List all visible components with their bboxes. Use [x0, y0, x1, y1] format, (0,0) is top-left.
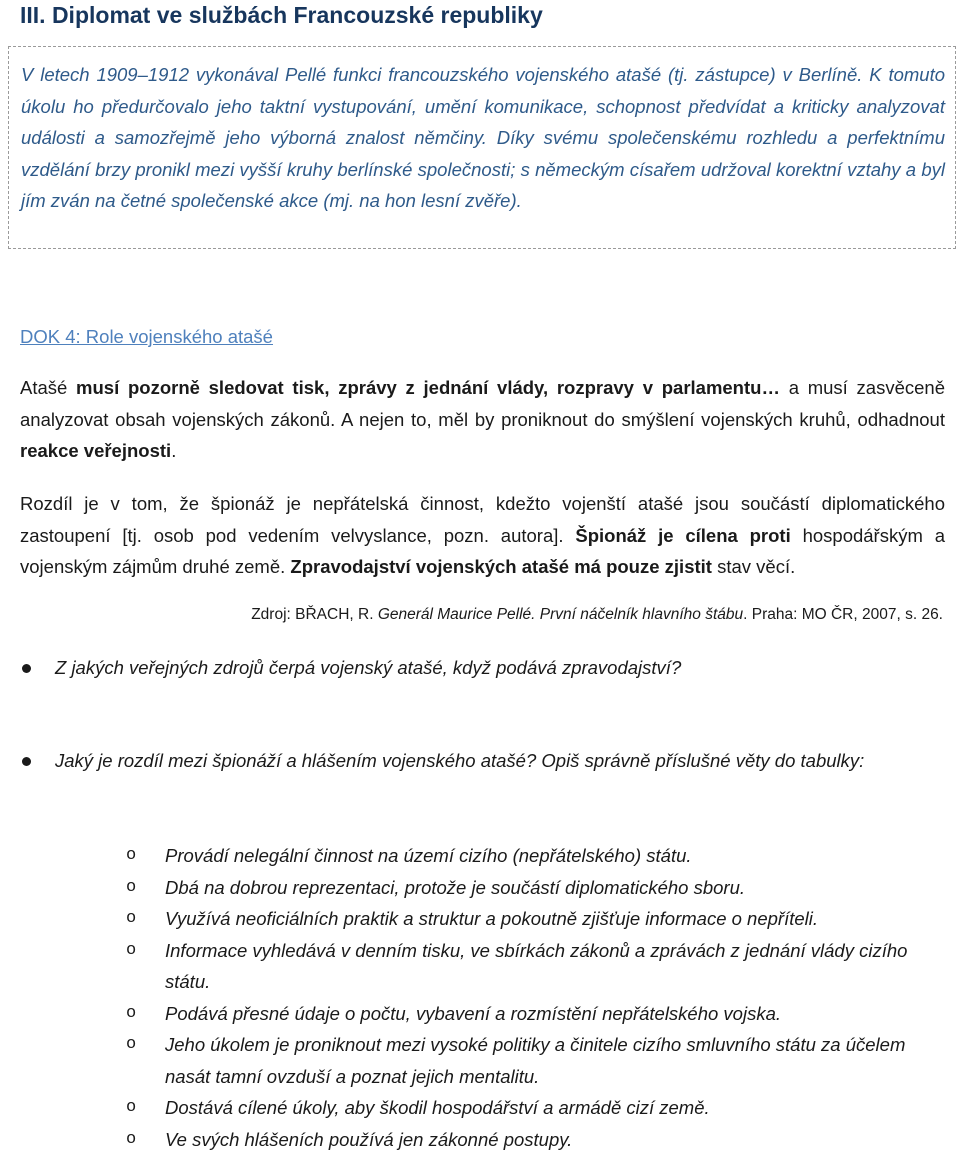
option-item	[0, 840, 910, 872]
paragraph-role-of-attache	[20, 372, 945, 467]
option-text: Využívá neoficiálních praktik a struktur a pokoutně zjišťuje informace o nepříteli.	[165, 908, 819, 929]
option-text: Dostává cílené úkoly, aby škodil hospodářství a armádě cizí země.	[165, 1097, 710, 1118]
paragraph-bold-text: Špionáž je cílena proti	[575, 524, 791, 546]
question-item	[55, 745, 945, 777]
paragraph-text: hospodářským a vojenským zájmům druhé země.	[20, 524, 945, 578]
source-citation	[251, 603, 943, 627]
circle-bullet-icon: o	[126, 1098, 137, 1117]
bullet-icon	[22, 664, 31, 673]
question-item	[55, 652, 945, 684]
circle-bullet-icon: o	[126, 940, 137, 960]
paragraph-text: .	[171, 440, 177, 462]
option-item	[0, 903, 910, 935]
section-heading: III. Diplomat ve službách Francouzské republiky	[20, 2, 543, 28]
option-item	[0, 1029, 910, 1092]
option-text: Ve svých hlášeních používá jen zákonné postupy.	[165, 1128, 573, 1150]
paragraph-difference	[20, 488, 945, 583]
paragraph-bold-text: Zpravodajství vojenských atašé má pouze zjistit	[290, 556, 712, 578]
paragraph-bold-text: reakce veřejnosti	[20, 440, 172, 462]
paragraph-text: stav věcí.	[711, 556, 796, 578]
circle-bullet-icon: o	[126, 1035, 137, 1054]
source-suffix: . Praha: MO ČR, 2007, s. 26.	[743, 606, 943, 623]
option-item	[0, 872, 910, 904]
intro-box	[8, 46, 956, 249]
option-item	[0, 998, 910, 1030]
option-text: Informace vyhledává v denním tisku, ve sbírkách zákonů a zprávách z jednání vlády cizího státu.	[165, 939, 908, 992]
option-item	[0, 1092, 910, 1124]
bullet-icon	[22, 757, 31, 766]
source-prefix: Zdroj: BŘACH, R.	[251, 606, 378, 623]
circle-bullet-icon: o	[126, 846, 137, 865]
option-text: Jeho úkolem je proniknout mezi vysoké politiky a činitele cizího smluvního státu za účelem nasát tamní ovzduší a poznat jejich mentalitu.	[165, 1034, 906, 1087]
question-text: Z jakých veřejných zdrojů čerpá vojenský atašé, když podává zpravodajství?	[55, 657, 682, 678]
option-text: Podává přesné údaje o počtu, vybavení a rozmístění nepřátelského vojska.	[165, 1002, 782, 1024]
options-list	[0, 840, 960, 1155]
paragraph-bold-text: musí pozorně sledovat tisk, zprávy z jednání vlády, rozpravy v parlamentu…	[76, 377, 780, 398]
option-item	[0, 1124, 910, 1155]
circle-bullet-icon: o	[126, 877, 137, 897]
intro-text: V letech 1909–1912 vykonával Pellé funkci francouzského vojenského atašé (tj. zástupce) v Berlíně. K tomuto úkolu ho předurčovalo jeho taktní vystupování, umění komunikace, schopnost předvídat a kriticky analyzovat události a samozřejmě jeho výborná znalost němčiny. Díky svému společenskému rozhledu a perfektnímu vzdělání brzy pronikl mezi vyšší kruhy berlínské společnosti; s německým císařem udržoval korektní vztahy a byl jím zván na četné společenské akce (mj. na hon lesní zvěře).	[21, 64, 945, 212]
option-text: Dbá na dobrou reprezentaci, protože je součástí diplomatického sboru.	[165, 876, 746, 898]
circle-bullet-icon: o	[126, 1129, 137, 1149]
question-text: Jaký je rozdíl mezi špionáží a hlášením vojenského atašé? Opiš správně příslušné věty do tabulky:	[55, 750, 865, 771]
circle-bullet-icon: o	[126, 909, 137, 928]
document-title: DOK 4: Role vojenského atašé	[20, 326, 273, 347]
paragraph-text: Rozdíl je v tom, že špionáž je nepřátelská činnost, kdežto vojenští atašé jsou součástí diplomatického zastoupení [tj. osob pod vedením velvyslance, pozn. autora].	[20, 493, 945, 546]
circle-bullet-icon: o	[126, 1003, 137, 1023]
paragraph-text: Atašé	[20, 377, 77, 398]
option-text: Provádí nelegální činnost na území cizího (nepřátelského) státu.	[165, 845, 692, 866]
option-item	[0, 935, 910, 998]
paragraph-text: a musí zasvěceně analyzovat obsah vojenských zákonů. A nejen to, měl by proniknout do smýšlení vojenských kruhů, odhadnout	[20, 377, 945, 430]
source-title: Generál Maurice Pellé. První náčelník hlavního štábu	[377, 606, 744, 623]
